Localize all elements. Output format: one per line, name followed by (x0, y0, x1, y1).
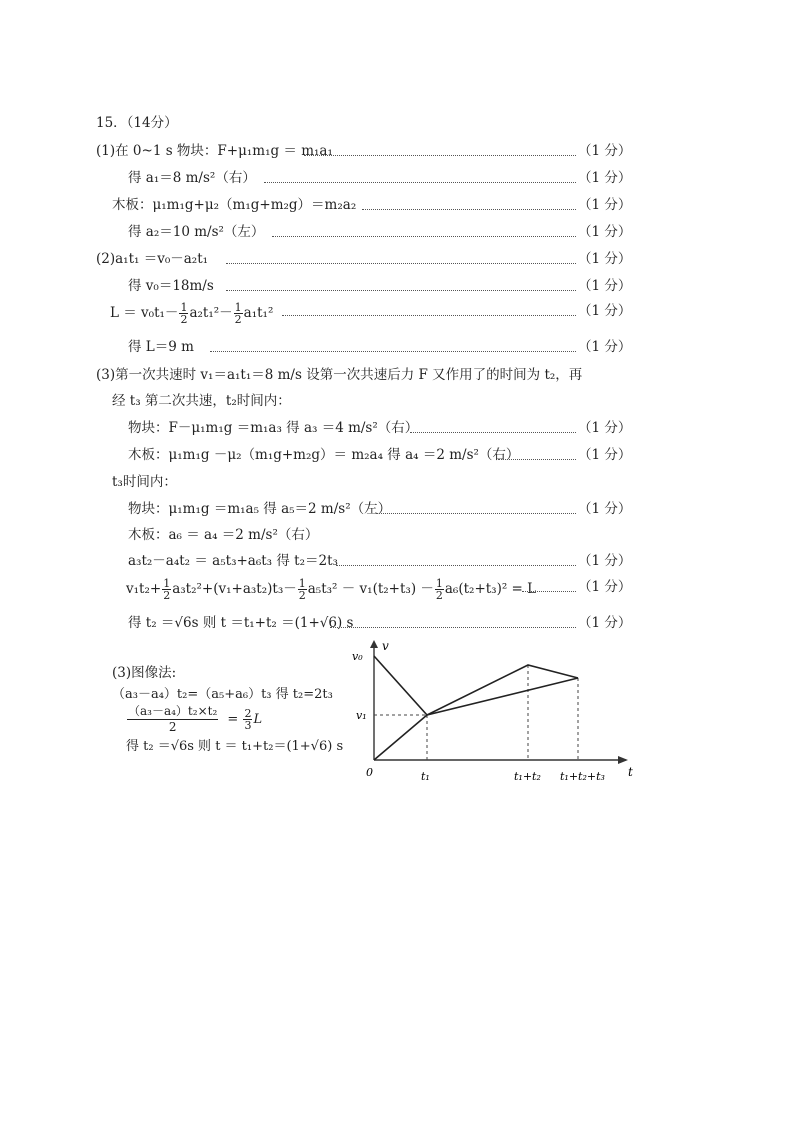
leader-dots (210, 351, 576, 352)
origin-label: 0 (366, 766, 373, 779)
graph-method-title: (3)图像法: (112, 665, 177, 681)
x-tick-t1-t2-t3: t₁+t₂+t₃ (560, 770, 605, 783)
score-mark: （1 分） (578, 303, 632, 319)
fraction-denominator: 2 (180, 313, 188, 326)
fraction-numerator: 1 (435, 577, 443, 590)
part2-res1: 得 v₀＝18m/s (128, 278, 214, 294)
fraction-denominator: 2 (168, 720, 177, 734)
fraction (127, 704, 218, 735)
leader-dots (498, 459, 576, 460)
leader-dots (226, 263, 576, 264)
score-mark: （1 分） (578, 143, 632, 159)
graph-method-eq2 (126, 704, 262, 735)
part3-eq-L-d: a₆(t₂+t₃)² = L (444, 581, 537, 597)
score-mark: （1 分） (578, 251, 632, 267)
score-mark: （1 分） (578, 420, 632, 436)
problem-header: 15．（14分） (96, 115, 178, 131)
part2-res2: 得 L＝9 m (128, 339, 194, 355)
score-mark: （1 分） (578, 278, 632, 294)
leader-dots (362, 209, 576, 210)
part3-eq-L-c: a₅t₃² － v₁(t₂+t₃) － (307, 581, 434, 597)
fraction-denominator: 2 (298, 589, 306, 602)
leader-dots (522, 591, 576, 592)
leader-dots (336, 565, 576, 566)
leader-dots (304, 155, 576, 156)
fraction-numerator: 1 (163, 577, 171, 590)
score-mark: （1 分） (578, 197, 632, 213)
x-tick-t1: t₁ (421, 770, 430, 783)
leader-dots (410, 432, 576, 433)
part2-eq2-c: a₁t₁² (243, 305, 274, 321)
leader-dots (376, 513, 576, 514)
leader-dots (272, 236, 576, 237)
part2-eq2-a: L ＝ v₀t₁－ (110, 305, 179, 321)
y-axis-label: v (382, 639, 389, 653)
part3-block1: 物块：F－μ₁m₁g ＝m₁a₃ 得 a₃ ＝4 m/s²（右） (128, 420, 419, 436)
x-tick-t1-t2: t₁+t₂ (514, 770, 541, 783)
fraction (179, 302, 188, 325)
part3-result: 得 t₂ ＝√6s 则 t ＝t₁+t₂ ＝(1+√6) s (128, 615, 354, 631)
score-mark: （1 分） (578, 553, 632, 569)
part3-t3-label: t₃时间内： (112, 474, 177, 490)
x-axis-arrow (618, 756, 628, 764)
vt-graph (340, 636, 650, 796)
part3-intro1: (3)第一次共速时 v₁＝a₁t₁＝8 m/s 设第一次共速后力 F 又作用了的时间为 t₂，再 (96, 367, 583, 383)
score-mark: （1 分） (578, 615, 632, 631)
score-mark: （1 分） (578, 579, 632, 595)
leader-dots (330, 627, 576, 628)
leader-dots (264, 182, 576, 183)
equals-sign: = (227, 712, 239, 727)
y-axis-arrow (370, 640, 378, 648)
fraction-denominator: 2 (163, 589, 171, 602)
score-mark: （1 分） (578, 170, 632, 186)
part2-eq1: (2)a₁t₁ ＝v₀－a₂t₁ (96, 251, 209, 267)
graph-method-eq3: 得 t₂ ＝√6s 则 t ＝ t₁+t₂＝(1+√6) s (126, 739, 344, 754)
fraction-numerator: 2 (244, 707, 252, 720)
part3-eq-t: a₃t₂－a₄t₂ ＝ a₅t₃+a₆t₃ 得 t₂＝2t₃ (128, 553, 338, 569)
part2-eq2 (110, 302, 273, 325)
leader-dots (282, 315, 576, 316)
part3-board1: 木板：μ₁m₁g －μ₂（m₁g+m₂g）＝ m₂a₄ 得 a₄ ＝2 m/s²（右） (128, 447, 520, 463)
fraction-denominator: 2 (435, 589, 443, 602)
part2-eq2-b: a₂t₁²－ (189, 305, 233, 321)
graph-method-eq2-rhs: L (253, 712, 263, 727)
score-mark: （1 分） (578, 339, 632, 355)
part1-res2: 得 a₂＝10 m/s²（左） (128, 224, 265, 240)
part3-eq-L-a: v₁t₂+ (126, 581, 162, 597)
fraction (234, 302, 243, 325)
fraction-denominator: 3 (244, 719, 252, 732)
fraction-denominator: 2 (234, 313, 242, 326)
fraction-numerator: 1 (234, 301, 242, 314)
part1-res1: 得 a₁＝8 m/s²（右） (128, 170, 256, 186)
y-tick-v1: v₁ (356, 709, 367, 722)
part3-block2: 物块：μ₁m₁g ＝m₁a₅ 得 a₅＝2 m/s²（左） (128, 501, 392, 517)
fraction-numerator: 1 (180, 301, 188, 314)
x-axis-label: t (628, 765, 633, 779)
y-tick-v0: v₀ (352, 650, 363, 663)
part3-eq-L-b: a₃t₂²+(v₁+a₃t₂)t₃－ (172, 581, 297, 597)
fraction-numerator: （a₃－a₄）t₂×t₂ (128, 704, 218, 718)
part3-eq-L (126, 578, 536, 601)
part3-intro2: 经 t₃ 第二次共速，t₂时间内： (112, 393, 291, 409)
fraction-numerator: 1 (298, 577, 306, 590)
score-mark: （1 分） (578, 224, 632, 240)
fraction (162, 578, 171, 601)
fraction (243, 708, 252, 731)
score-mark: （1 分） (578, 447, 632, 463)
part1-eq2: 木板：μ₁m₁g+μ₂（m₁g+m₂g）＝m₂a₂ (112, 197, 357, 213)
score-mark: （1 分） (578, 501, 632, 517)
fraction (435, 578, 444, 601)
fraction (298, 578, 307, 601)
leader-dots (226, 290, 576, 291)
part3-board2: 木板：a₆ ＝ a₄ ＝2 m/s²（右） (128, 527, 319, 543)
part1-eq1: (1)在 0~1 s 物块：F+μ₁m₁g ＝ m₁a₁ (96, 143, 333, 159)
graph-method-eq1: （a₃－a₄）t₂=（a₅+a₆）t₃ 得 t₂=2t₃ (112, 687, 333, 702)
